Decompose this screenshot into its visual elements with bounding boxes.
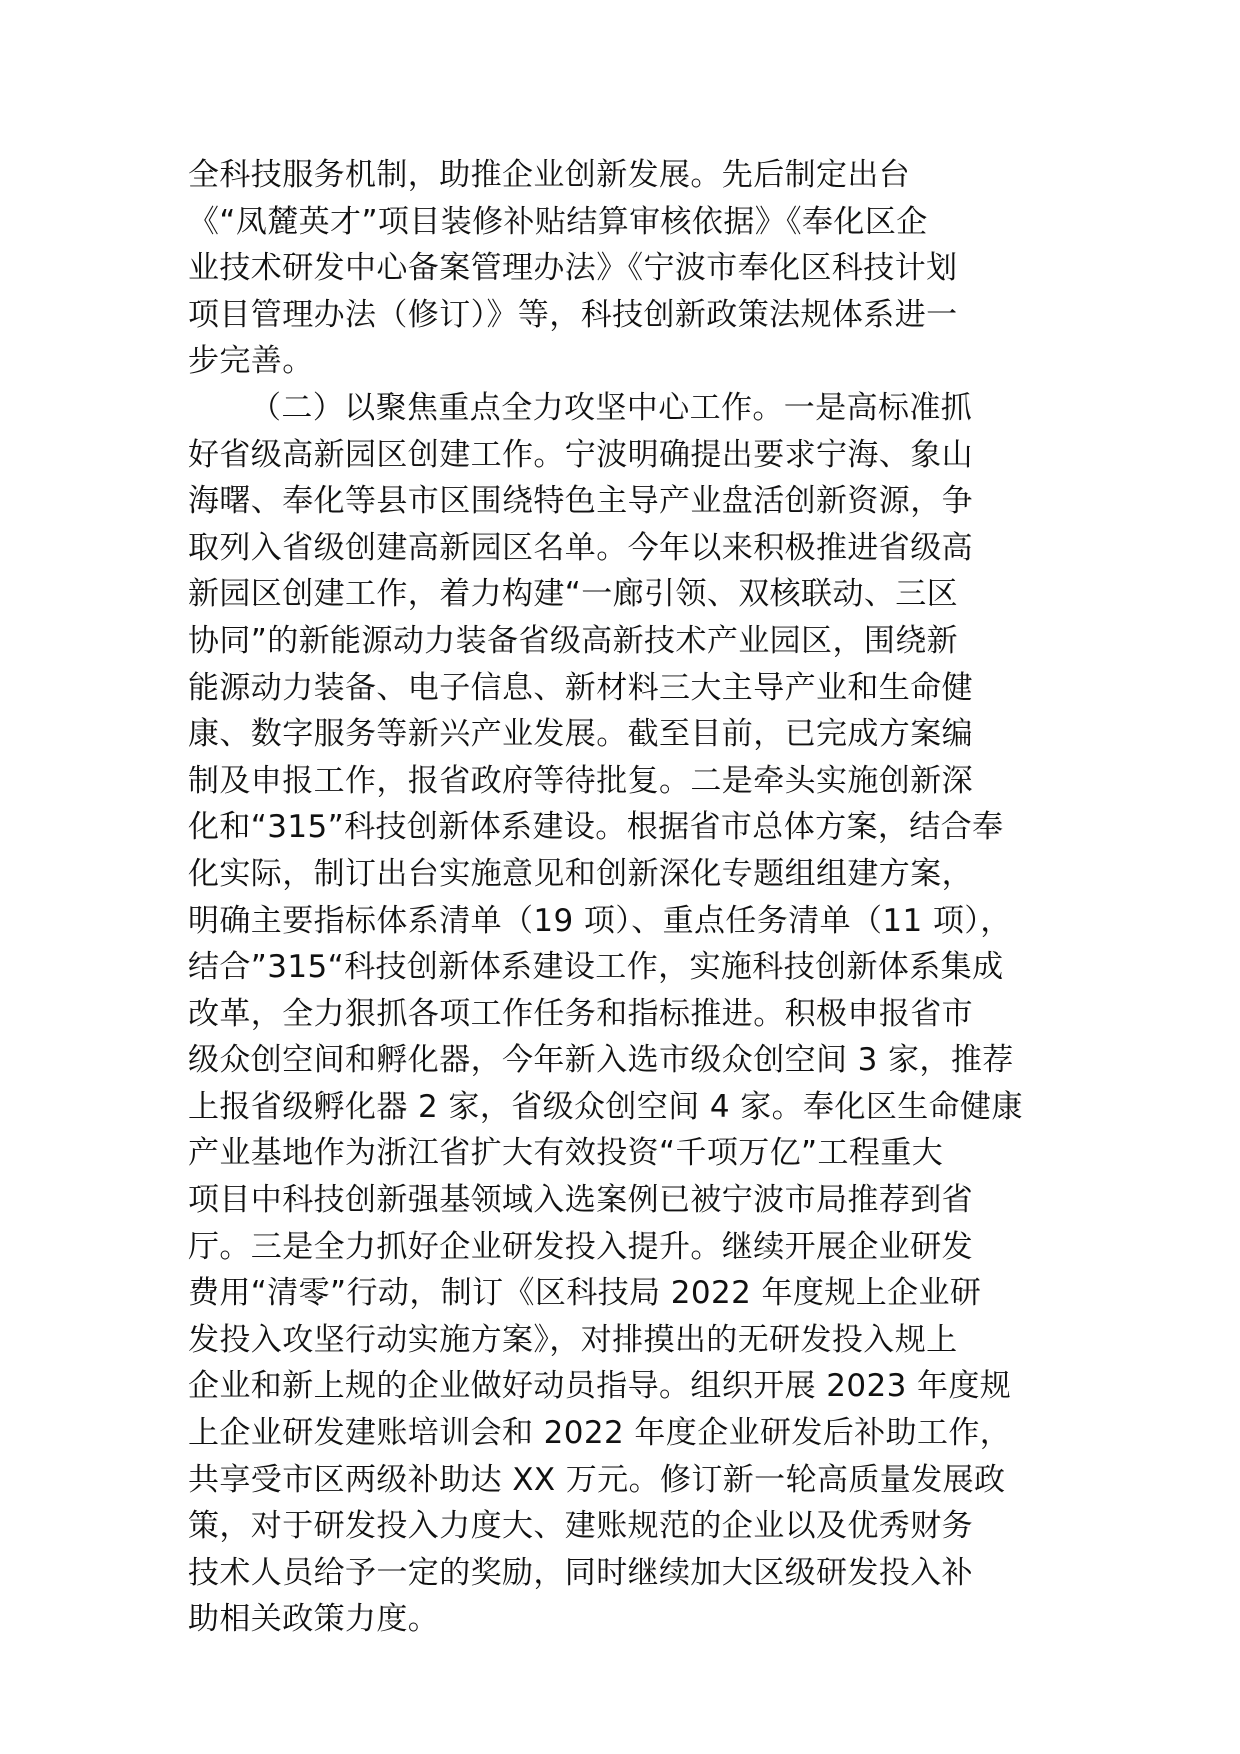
text-line: 新园区创建工作，着力构建“一廊引领、双核联动、三区 <box>188 576 959 613</box>
text-line: 好省级高新园区创建工作。宁波明确提出要求宁海、象山 <box>188 436 973 473</box>
text-line: 明确主要指标体系清单（19 项）、重点任务清单（11 项）， <box>188 902 1012 939</box>
text-line: 共享受市区两级补助达 XX 万元。修订新一轮高质量发展政 <box>188 1461 1006 1498</box>
text-line: 全科技服务机制，助推企业创新发展。先后制定出台 <box>188 157 911 193</box>
text-line: 上企业研发建账培训会和 2022 年度企业研发后补助工作， <box>188 1415 1012 1452</box>
text-line: 企业和新上规的企业做好动员指导。组织开展 2023 年度规 <box>188 1368 1012 1405</box>
text-line: 上报省级孵化器 2 家，省级众创空间 4 家。奉化区生命健康 <box>188 1088 1023 1125</box>
text-line: 厅。三是全力抓好企业研发投入提升。继续开展企业研发 <box>188 1228 973 1265</box>
paragraph-p2 <box>188 385 1058 1643</box>
text-line: 项目管理办法（修订）》等，科技创新政策法规体系进一 <box>188 296 958 333</box>
text-line: 改革，全力狠抓各项工作任务和指标推进。积极申报省市 <box>188 995 973 1032</box>
text-line: 能源动力装备、电子信息、新材料三大主导产业和生命健 <box>188 669 973 706</box>
text-line: 《“凤麓英才”项目装修补贴结算审核依据》《奉化区企 <box>188 203 928 240</box>
text-line: 化和“315”科技创新体系建设。根据省市总体方案，结合奉 <box>188 809 1004 846</box>
text-line: 项目中科技创新强基领域入选案例已被宁波市局推荐到省 <box>188 1182 973 1219</box>
text-line: 制及申报工作，报省政府等待批复。二是牵头实施创新深 <box>188 762 973 799</box>
text-line: 海曙、奉化等县市区围绕特色主导产业盘活创新资源，争 <box>188 483 973 520</box>
text-line: 康、数字服务等新兴产业发展。截至目前，已完成方案编 <box>188 716 973 753</box>
text-line: 业技术研发中心备案管理办法》《宁波市奉化区科技计划 <box>188 250 958 287</box>
text-line: 策，对于研发投入力度大、建账规范的企业以及优秀财务 <box>188 1508 973 1545</box>
text-line: 助相关政策力度。 <box>188 1601 440 1638</box>
document-body <box>188 152 1058 1643</box>
text-line: 产业基地作为浙江省扩大有效投资“千项万亿”工程重大 <box>188 1135 944 1172</box>
text-line: 级众创空间和孵化器，今年新入选市级众创空间 3 家，推荐 <box>188 1042 1014 1079</box>
text-line: 协同”的新能源动力装备省级高新技术产业园区，围绕新 <box>188 622 959 659</box>
text-line: 化实际，制订出台实施意见和创新深化专题组组建方案， <box>188 855 973 892</box>
text-line: 发投入攻坚行动实施方案》，对排摸出的无研发投入规上 <box>188 1321 958 1358</box>
paragraph-p1 <box>188 152 1058 385</box>
text-line: 技术人员给予一定的奖励，同时继续加大区级研发投入补 <box>188 1554 973 1591</box>
text-line: 费用“清零”行动，制订《区科技局 2022 年度规上企业研 <box>188 1275 982 1312</box>
text-line: 取列入省级创建高新园区名单。今年以来积极推进省级高 <box>188 529 973 566</box>
text-line: 步完善。 <box>188 343 314 380</box>
text-line: 结合”315“科技创新体系建设工作，实施科技创新体系集成 <box>188 949 1004 986</box>
text-line: （二）以聚焦重点全力攻坚中心工作。一是高标准抓 <box>250 389 973 426</box>
